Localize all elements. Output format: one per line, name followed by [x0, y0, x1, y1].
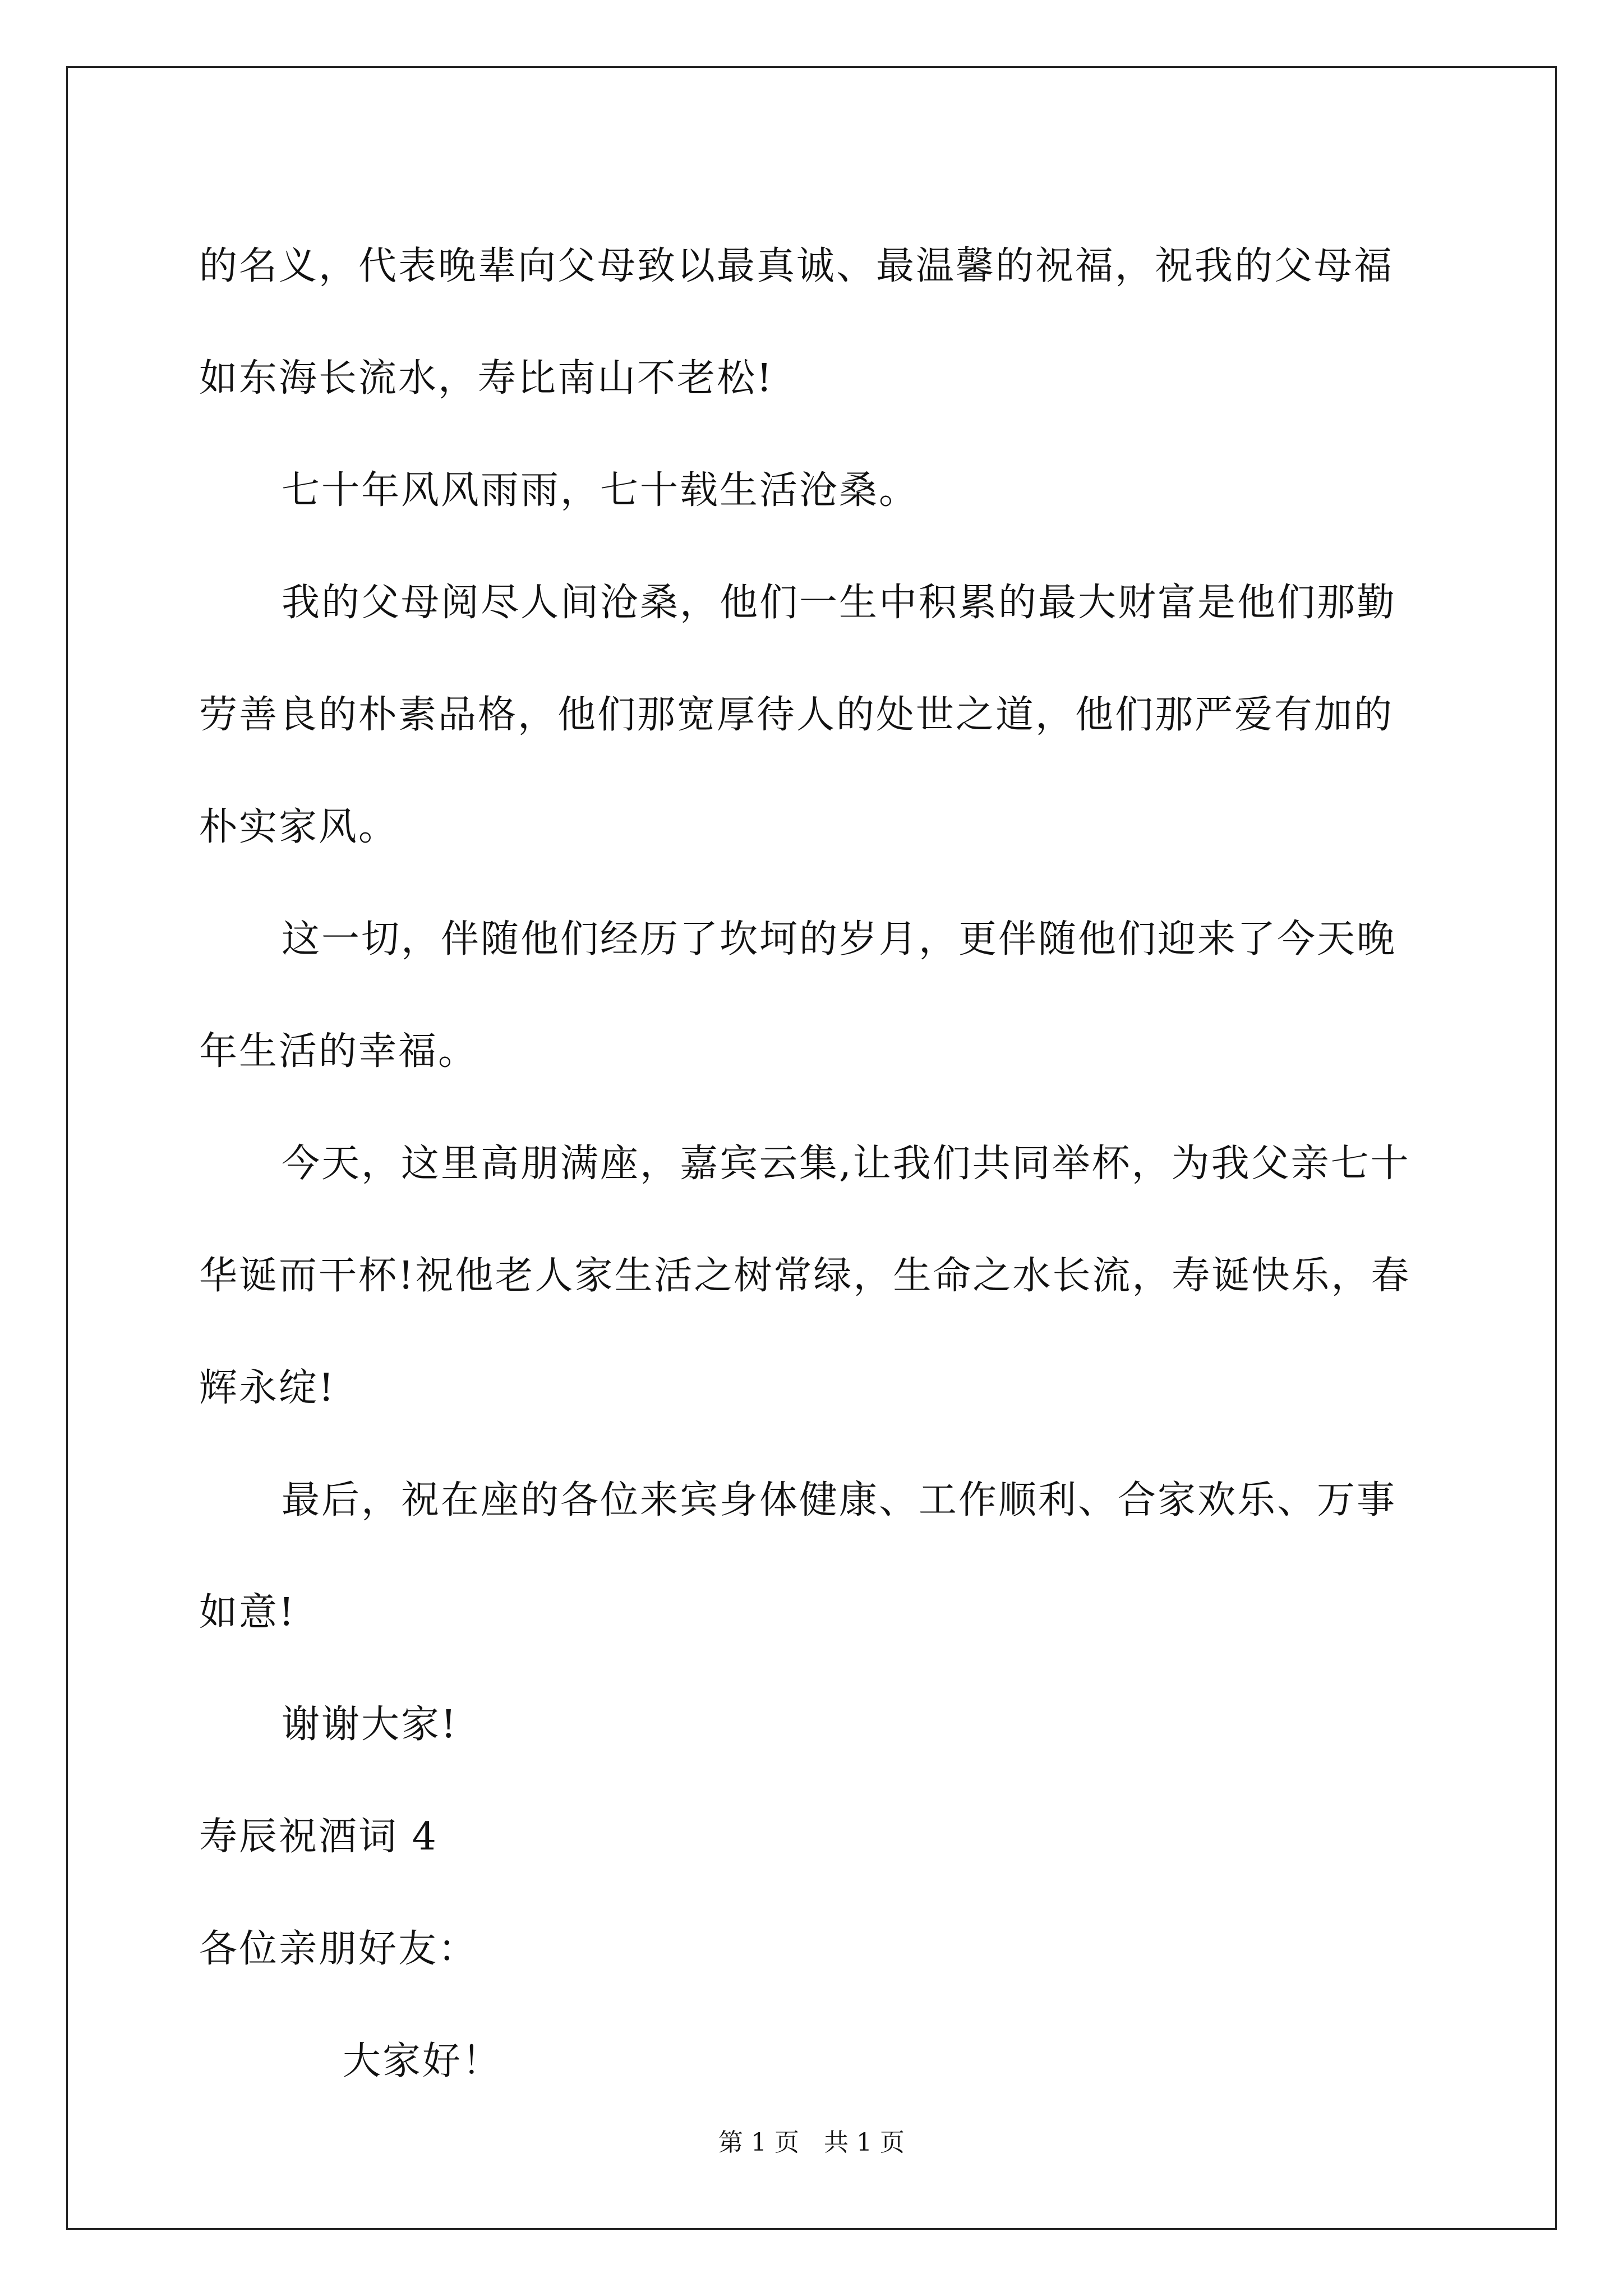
text-line-12: 最后，祝在座的各位来宾身体健康、工作顺利、合家欢乐、万事	[282, 1478, 1397, 1522]
salutation: 各位亲朋好友：	[199, 1927, 478, 1971]
page-number-footer: 第 1 页 共 1 页	[718, 2128, 905, 2157]
text-line-14: 谢谢大家!	[282, 1703, 458, 1747]
greeting: 大家好！	[343, 2039, 502, 2083]
text-line-3: 七十年风风雨雨，七十载生活沧桑。	[282, 468, 919, 513]
text-line-2: 如东海长流水，寿比南山不老松!	[199, 356, 774, 401]
text-line-8: 年生活的幸福。	[199, 1029, 478, 1074]
text-line-11: 辉永绽!	[199, 1366, 336, 1410]
text-line-4: 我的父母阅尽人间沧桑，他们一生中积累的最大财富是他们那勤	[282, 581, 1397, 625]
text-line-5: 劳善良的朴素品格，他们那宽厚待人的处世之道，他们那严爱有加的	[199, 693, 1394, 737]
text-line-13: 如意!	[199, 1590, 296, 1635]
text-line-9: 今天，这里高朋满座，嘉宾云集,让我们共同举杯，为我父亲七十	[282, 1142, 1410, 1186]
text-line-7: 这一切，伴随他们经历了坎坷的岁月，更伴随他们迎来了今天晚	[282, 917, 1397, 961]
section-heading: 寿辰祝酒词 4	[199, 1815, 438, 1859]
text-line-10: 华诞而干杯!祝他老人家生活之树常绿，生命之水长流，寿诞快乐，春	[199, 1254, 1411, 1298]
text-line-6: 朴实家风。	[199, 805, 399, 849]
text-line-1: 的名义，代表晚辈向父母致以最真诚、最温馨的祝福，祝我的父母福	[199, 244, 1394, 288]
document-body	[199, 210, 1433, 2118]
